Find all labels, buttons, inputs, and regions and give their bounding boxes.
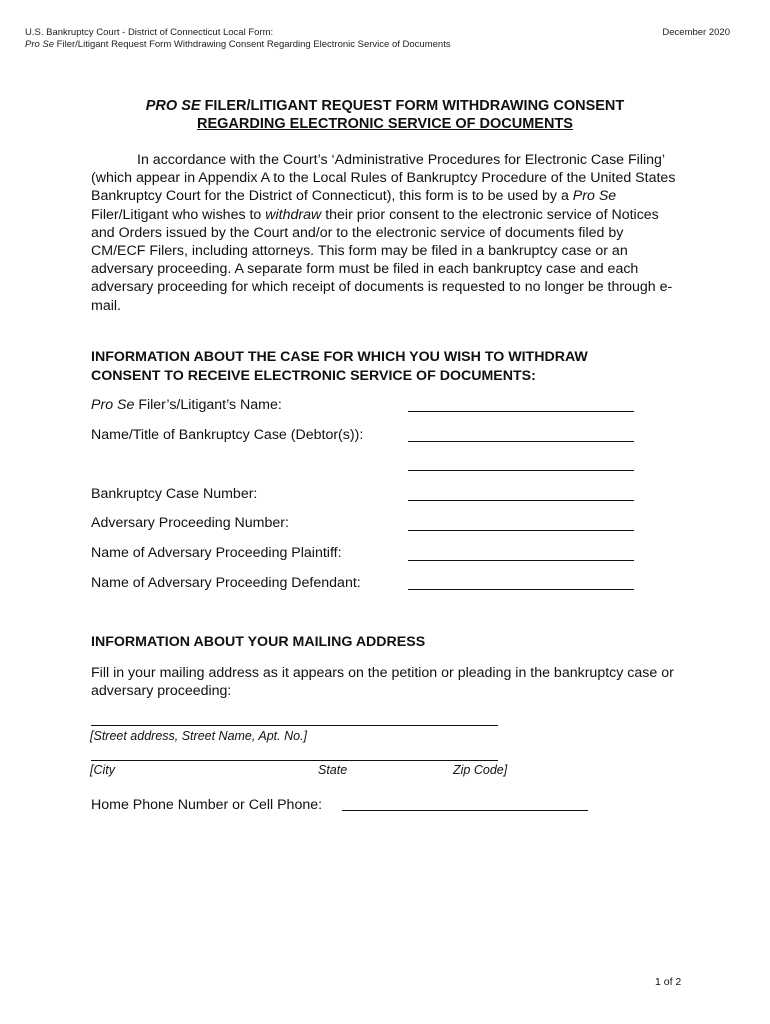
header-form-line: [25, 39, 451, 51]
phone-label: Home Phone Number or Cell Phone:: [91, 797, 323, 813]
form-header: [25, 27, 451, 51]
adv-number-field[interactable]: [408, 530, 634, 531]
title-pro-se: PRO SE: [145, 98, 201, 114]
case-number-label: Bankruptcy Case Number:: [91, 486, 258, 502]
intro-part-1: In accordance with the Court’s ‘Administrative Procedures for Electronic Case Filing’ (which appear in Appendix A to the Local Rules of Bankruptcy Procedure of the United States Bankruptcy Court for the District of Connecticut), this form is to be used by a: [91, 152, 676, 205]
filer-name-field[interactable]: [408, 411, 634, 412]
header-date: December 2020: [662, 27, 730, 38]
adv-number-label: Adversary Proceeding Number:: [91, 515, 289, 531]
case-heading-line-1: INFORMATION ABOUT THE CASE FOR WHICH YOU WISH TO WITHDRAW: [91, 349, 588, 365]
intro-pro-se: Pro Se: [572, 188, 617, 205]
case-title-field[interactable]: [408, 441, 634, 442]
adv-plaintiff-field[interactable]: [408, 560, 634, 561]
case-title-field-2[interactable]: [408, 470, 634, 471]
city-caption: [City: [90, 763, 116, 777]
street-address-field[interactable]: [91, 725, 498, 726]
adv-plaintiff-label: Name of Adversary Proceeding Plaintiff:: [91, 545, 342, 561]
case-heading-line-2: CONSENT TO RECEIVE ELECTRONIC SERVICE OF DOCUMENTS:: [91, 367, 536, 384]
title-line-1-rest: FILER/LITIGANT REQUEST FORM WITHDRAWING CONSENT: [200, 98, 625, 114]
filer-name-label: [91, 397, 282, 413]
title-line-1: [0, 97, 770, 115]
header-pro-se: Pro Se: [25, 39, 55, 50]
adv-defendant-field[interactable]: [408, 589, 634, 590]
case-title-label: Name/Title of Bankruptcy Case (Debtor(s)):: [91, 427, 364, 443]
state-caption: State: [318, 763, 348, 777]
street-caption: [Street address, Street Name, Apt. No.]: [90, 729, 308, 743]
street-caption-text: Street address, Street Name, Apt. No.: [93, 729, 304, 743]
intro-withdraw: withdraw: [265, 206, 322, 223]
case-section-heading: [91, 348, 588, 385]
zip-caption: Zip Code]: [453, 763, 508, 777]
intro-part-2: Filer/Litigant who wishes to: [91, 206, 266, 223]
zip-caption-text: Zip Code: [453, 763, 504, 777]
case-number-field[interactable]: [408, 500, 634, 501]
mailing-section-heading: INFORMATION ABOUT YOUR MAILING ADDRESS: [91, 634, 426, 650]
title-line-2: REGARDING ELECTRONIC SERVICE OF DOCUMENTS: [197, 116, 573, 132]
phone-field[interactable]: [342, 810, 588, 811]
city-state-zip-field[interactable]: [91, 760, 498, 761]
header-form-name: Filer/Litigant Request Form Withdrawing Consent Regarding Electronic Service of Documents: [54, 39, 451, 50]
filer-pro-se: Pro Se: [91, 397, 135, 413]
intro-part-3: their prior consent to the electronic service of Notices and Orders issued by the Court and/or to the electronic service of documents filed by CM/ECF Filers, including attorneys. This form may be filed in a bankruptcy case or an adversary proceeding. A separate form must be filed in each bankruptcy case and each adversary proceeding for which receipt of documents is requested to no longer be through e-mail.: [91, 206, 673, 314]
filer-name-text: Filer’s/Litigant’s Name:: [134, 397, 282, 413]
form-title: [0, 97, 770, 133]
header-court-line: U.S. Bankruptcy Court - District of Connecticut Local Form:: [25, 27, 274, 38]
page-number: 1 of 2: [655, 976, 682, 988]
intro-paragraph: [91, 151, 681, 315]
city-caption-text: City: [93, 763, 116, 777]
mailing-instructions: Fill in your mailing address as it appears on the petition or pleading in the bankruptcy case or adversary proceeding:: [91, 665, 674, 700]
adv-defendant-label: Name of Adversary Proceeding Defendant:: [91, 575, 361, 591]
